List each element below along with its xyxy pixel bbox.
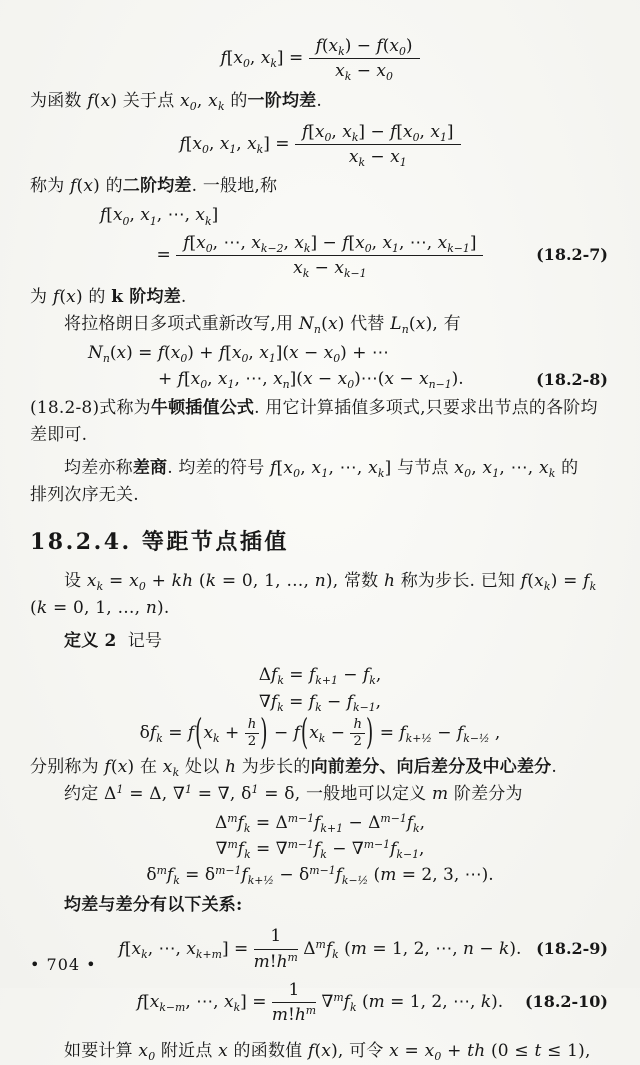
equation-number: (18.2-8): [536, 369, 608, 389]
para-newton-formula-name-cont: 差即可.: [30, 425, 88, 446]
formula-k-order-dd-lhs: $f[x_0$, $x_1$, ⋯, $x_k$]: [100, 205, 219, 228]
formula-lhs: $f[x_{k-m}$, ⋯, $x_k$] =: [136, 991, 272, 1014]
para-k-order-dd-label: 为 f(x) 的 k 阶均差.: [30, 286, 187, 307]
formula-part: $\delta f_k = f$: [139, 722, 195, 745]
right-paren: ): [366, 712, 374, 753]
equation-number: (18.2-10): [524, 992, 608, 1012]
fraction-denominator: 2: [353, 733, 362, 749]
formula-rhs: $\Delta^mf_k$ (m = 1, 2, ⋯, n − k).: [297, 937, 522, 961]
formula-continuation: + $f[x_0$, $x_1$, ⋯, $x_n](x$ − $x_0)\cdots(x - x_{n-1})$.: [158, 369, 464, 392]
formula-18-2-8-line2: [30, 369, 610, 390]
para-second-order-dd-label: 称为 f(x) 的二阶均差. 一般地,称: [30, 176, 278, 197]
para-newton-formula-name: (18.2-8)式称为牛顿插值公式. 用它计算插值多项式,只要求出节点的各阶均: [30, 398, 598, 419]
formula-part: − f: [268, 722, 300, 743]
fraction-numerator: 1: [254, 925, 298, 949]
fraction-denominator: $m!h^m$: [253, 950, 298, 972]
formula-rhs: $\nabla^mf_k$ (m = 1, 2, ⋯, k).: [316, 990, 504, 1014]
equals-sign: =: [156, 244, 177, 265]
fraction-denominator: $m!h^m$: [271, 1003, 317, 1025]
left-paren: (: [195, 712, 203, 753]
section-heading-18-2-4: 18.2.4. 等距节点插值: [30, 529, 289, 556]
formula-m-order-forward: $\Delta^mf_k = \Delta^{m-1}f_{k+1} - \Delta^{m-1}f_k$,: [214, 811, 426, 835]
para-newton-rewrite: 将拉格朗日多项式重新改写,用 $N_n(x)$ 代替 $L_n(x)$, 有: [64, 313, 461, 336]
formula-part: = $f_{k+\frac{1}{2}} - f_{k-\frac{1}{2}}$ ,: [374, 722, 501, 745]
para-definition-2: 定义 2 记号: [64, 631, 163, 652]
formula-18-2-7: [30, 232, 610, 279]
formula-lhs: $f[x_0$, $x_k$] =: [220, 48, 309, 71]
para-compute-near-x0: 如要计算 $x_0$ 附近点 x 的函数值 f(x), 可令 $x = x_0$ + th (0 ≤ t ≤ 1),: [64, 1040, 591, 1063]
fraction-numerator: 1: [272, 979, 316, 1003]
formula-second-order-divided-difference: [30, 121, 610, 168]
formula-backward-difference: $\nabla f_k = f_k - f_{k-1}$,: [258, 691, 382, 714]
formula-m-order-backward: $\nabla^mf_k = \nabla^{m-1}f_k - \nabla^{m-1}f_{k-1}$,: [215, 837, 425, 862]
page-number: • 704 •: [30, 955, 97, 974]
fraction: [254, 925, 298, 972]
formula-18-2-10: [30, 979, 610, 1026]
fraction-numerator: h: [245, 718, 260, 734]
fraction: [309, 35, 420, 82]
fraction-denominator: $x_k - x_{k-1}$: [293, 257, 367, 280]
fraction-numerator: h: [350, 718, 365, 734]
formula-lhs: $f[x_k$, ⋯, $x_{k+m}$] =: [118, 938, 254, 961]
para-relation-intro: 均差与差分有以下关系:: [64, 895, 243, 916]
formula-forward-difference: $\Delta f_k = f_{k+1} - f_k$,: [258, 665, 382, 688]
formula-18-2-8-line1: $N_n(x) = f(x_0) + f[x_0$, $x_1](x - x_0)$ + ⋯: [88, 342, 389, 365]
formula-lhs: $f[x_0$, $x_1$, $x_k$] =: [179, 134, 295, 157]
fraction-denominator: $x_k - x_1$: [348, 147, 407, 170]
left-paren: (: [300, 712, 309, 753]
equation-number: (18.2-9): [536, 939, 608, 958]
para-equidistant-setup-cont: (k = 0, 1, …, n).: [30, 598, 170, 619]
para-divided-difference-symmetry: 均差亦称差商. 均差的符号 $f[x_0$, $x_1$, ⋯, $x_k$] 与节点 $x_0$, $x_1$, ⋯, $x_k$ 的: [64, 458, 579, 481]
fraction-h-over-2: [245, 718, 260, 749]
para-equidistant-setup: 设 $x_k = x_0$ + kh (k = 0, 1, …, n), 常数 h 称为步长. 已知 $f(x_k) = f_k$: [64, 571, 597, 594]
para-first-order-dd-label: 为函数 f(x) 关于点 $x_0$, $x_k$ 的一阶均差.: [30, 91, 322, 114]
fraction-denominator: $x_k - x_0$: [335, 61, 393, 84]
formula-part: $x_k$ −: [309, 722, 351, 745]
fraction-numerator: $f(x_k) - f(x_0)$: [309, 35, 420, 59]
fraction-numerator: $f[x_0$, $x_k] - f[x_0$, $x_1$]: [295, 121, 461, 145]
formula-central-difference: [30, 712, 610, 753]
formula-first-order-divided-difference: [30, 35, 610, 82]
fraction: [176, 232, 483, 279]
formula-18-2-9: [30, 925, 610, 972]
formula-m-order-central: $\delta^mf_k = \delta^{m-1}f_{k+\frac{1}{2}} - \delta^{m-1}f_{k-\frac{1}{2}}$ (m = 2, 3, ⋯).: [146, 864, 494, 888]
right-paren: ): [260, 712, 268, 753]
formula-part: $x_k$ +: [203, 722, 245, 745]
fraction: [295, 121, 461, 168]
para-difference-names: 分别称为 f(x) 在 $x_k$ 处以 h 为步长的向前差分、向后差分及中心差分.: [30, 756, 557, 779]
para-divided-difference-symmetry-cont: 排列次序无关.: [30, 485, 139, 506]
fraction-numerator: $f[x_0$, ⋯, $x_{k-2}$, $x_k] - f[x_0$, $x_1$, ⋯, $x_{k-1}$]: [176, 232, 483, 256]
fraction-h-over-2: [350, 718, 365, 749]
equation-number: (18.2-7): [536, 245, 608, 265]
fraction: [272, 979, 316, 1026]
fraction-denominator: 2: [247, 733, 257, 749]
para-m-order-convention: 约定 $\Delta^1 = \Delta$, ∇$^1$ = ∇, $\delta^1 = \delta$, 一般地可以定义 m 阶差分为: [64, 782, 523, 804]
